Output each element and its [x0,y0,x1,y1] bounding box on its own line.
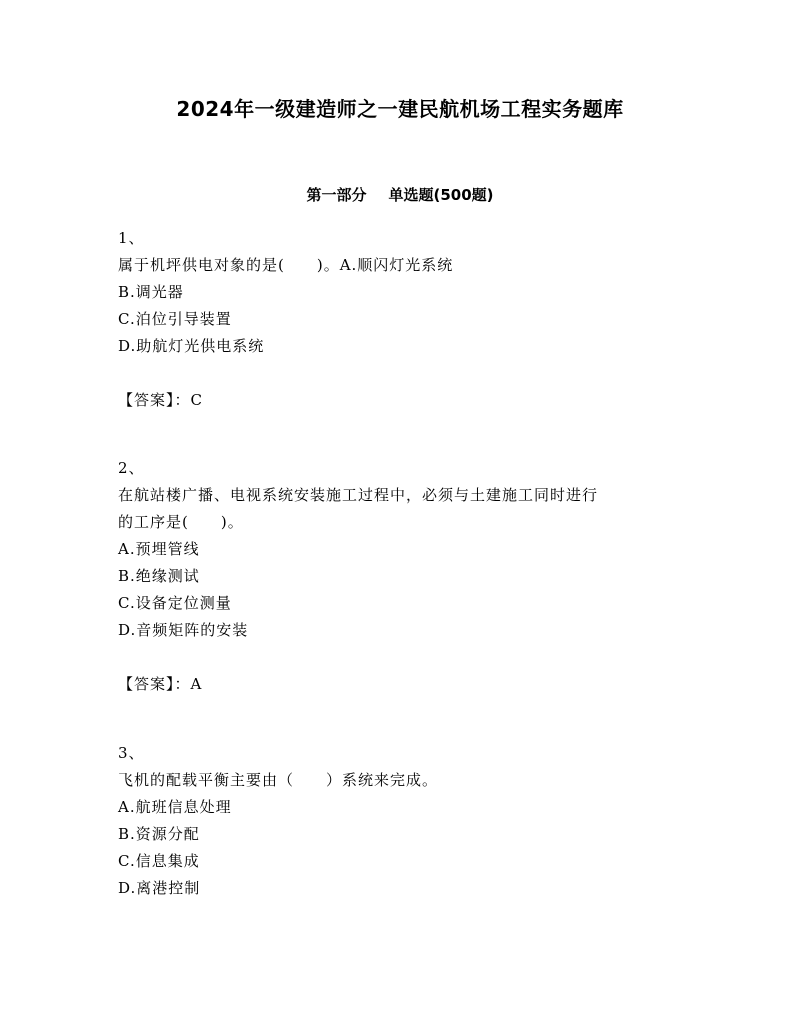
question-stem-line-1: 在航站楼广播、电视系统安装施工过程中，必须与土建施工同时进行 [118,486,599,504]
section-part-label: 第一部分 [306,186,367,204]
question-stem-line-2: 的工序是( )。 [118,513,244,531]
option-c: C.信息集成 [118,852,200,870]
answer-line: 【答案】：A [118,675,203,693]
question-3 [118,740,688,902]
option-d: D.离港控制 [118,879,201,897]
document-title: 2024年一级建造师之一建民航机场工程实务题库 [176,97,624,121]
question-stem: 飞机的配载平衡主要由（ ）系统来完成。 [118,771,439,789]
option-a: A.航班信息处理 [118,798,232,816]
option-b: B.调光器 [118,283,184,301]
question-number: 2、 [118,459,145,477]
section-heading [0,182,800,208]
question-1 [118,225,688,414]
option-c: C.泊位引导装置 [118,310,232,328]
question-stem: 属于机坪供电对象的是( )。A.顺闪灯光系统 [118,256,454,274]
option-d: D.助航灯光供电系统 [118,337,265,355]
question-2 [118,455,688,698]
option-c: C.设备定位测量 [118,594,232,612]
option-d: D.音频矩阵的安装 [118,621,249,639]
answer-line: 【答案】：C [118,391,203,409]
section-name-label: 单选题(500题) [388,186,494,204]
question-number: 1、 [118,229,145,247]
question-number: 3、 [118,744,145,762]
option-b: B.资源分配 [118,825,200,843]
option-a: A.预埋管线 [118,540,200,558]
option-b: B.绝缘测试 [118,567,200,585]
